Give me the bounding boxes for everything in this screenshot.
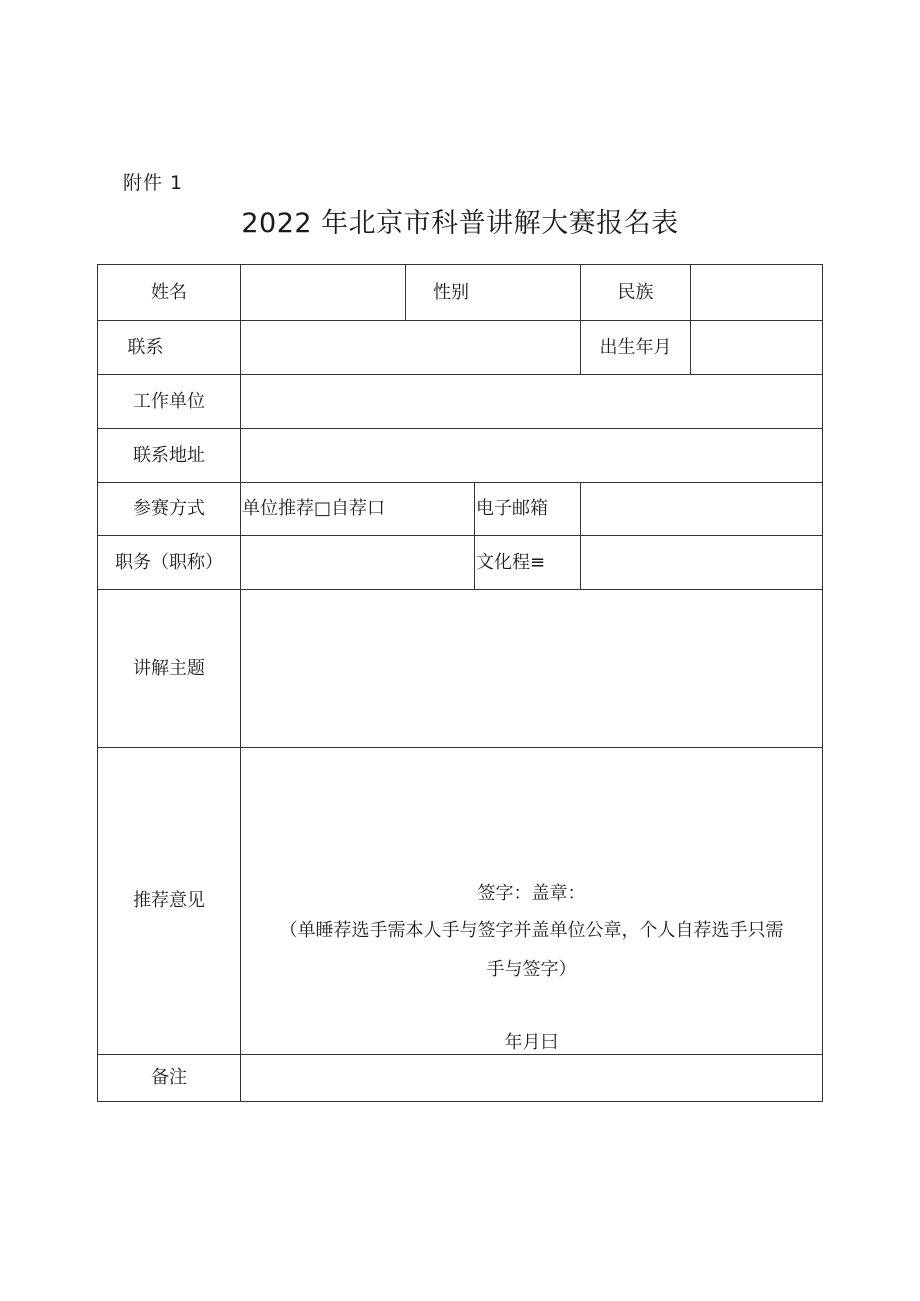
date-line: 年月曰 [504, 1032, 559, 1053]
birth-date-field[interactable] [691, 321, 822, 374]
remarks-field[interactable] [241, 1055, 822, 1101]
gender-field[interactable] [498, 265, 580, 320]
attachment-label: 附件 1 [123, 172, 184, 194]
ethnicity-label: 民族 [617, 281, 654, 303]
recommendation-note-line1: （单睡荐选手需本人手与签字并盖单位公章，个人自荐选手只需 [279, 920, 784, 941]
participation-options[interactable]: 单位推荐□自荐口 [242, 498, 386, 519]
sign-stamp-line: 签字：盖章： [477, 883, 586, 904]
ethnicity-field[interactable] [691, 265, 822, 320]
name-label: 姓名 [151, 281, 187, 303]
recommendation-note-line2: 手与签字） [486, 959, 577, 980]
address-field[interactable] [241, 429, 822, 482]
registration-form-table [97, 264, 823, 1102]
email-field[interactable] [581, 483, 822, 535]
work-unit-field[interactable] [241, 375, 822, 428]
name-field[interactable] [241, 265, 405, 320]
gender-label: 性别 [433, 281, 469, 303]
birth-date-label: 出生年月 [599, 336, 672, 358]
page-title: 2022 年北京市科普讲解大赛报名表 [241, 208, 679, 239]
contact-field[interactable] [241, 321, 580, 374]
contact-label: 联系 [127, 336, 164, 358]
education-label: 文化程≡ [476, 551, 546, 573]
topic-field[interactable] [241, 590, 822, 747]
position-label: 职务（职称） [115, 551, 223, 573]
recommendation-label: 推荐意见 [133, 890, 205, 911]
participation-method-label: 参赛方式 [133, 498, 205, 519]
work-unit-label: 工作单位 [133, 390, 205, 412]
remarks-label: 备注 [151, 1067, 187, 1088]
education-field[interactable] [581, 536, 822, 589]
email-label: 电子邮箱 [476, 498, 548, 519]
column-divider [474, 482, 475, 589]
topic-label: 讲解主题 [133, 657, 205, 679]
address-label: 联系地址 [133, 444, 205, 466]
position-field[interactable] [241, 536, 474, 589]
